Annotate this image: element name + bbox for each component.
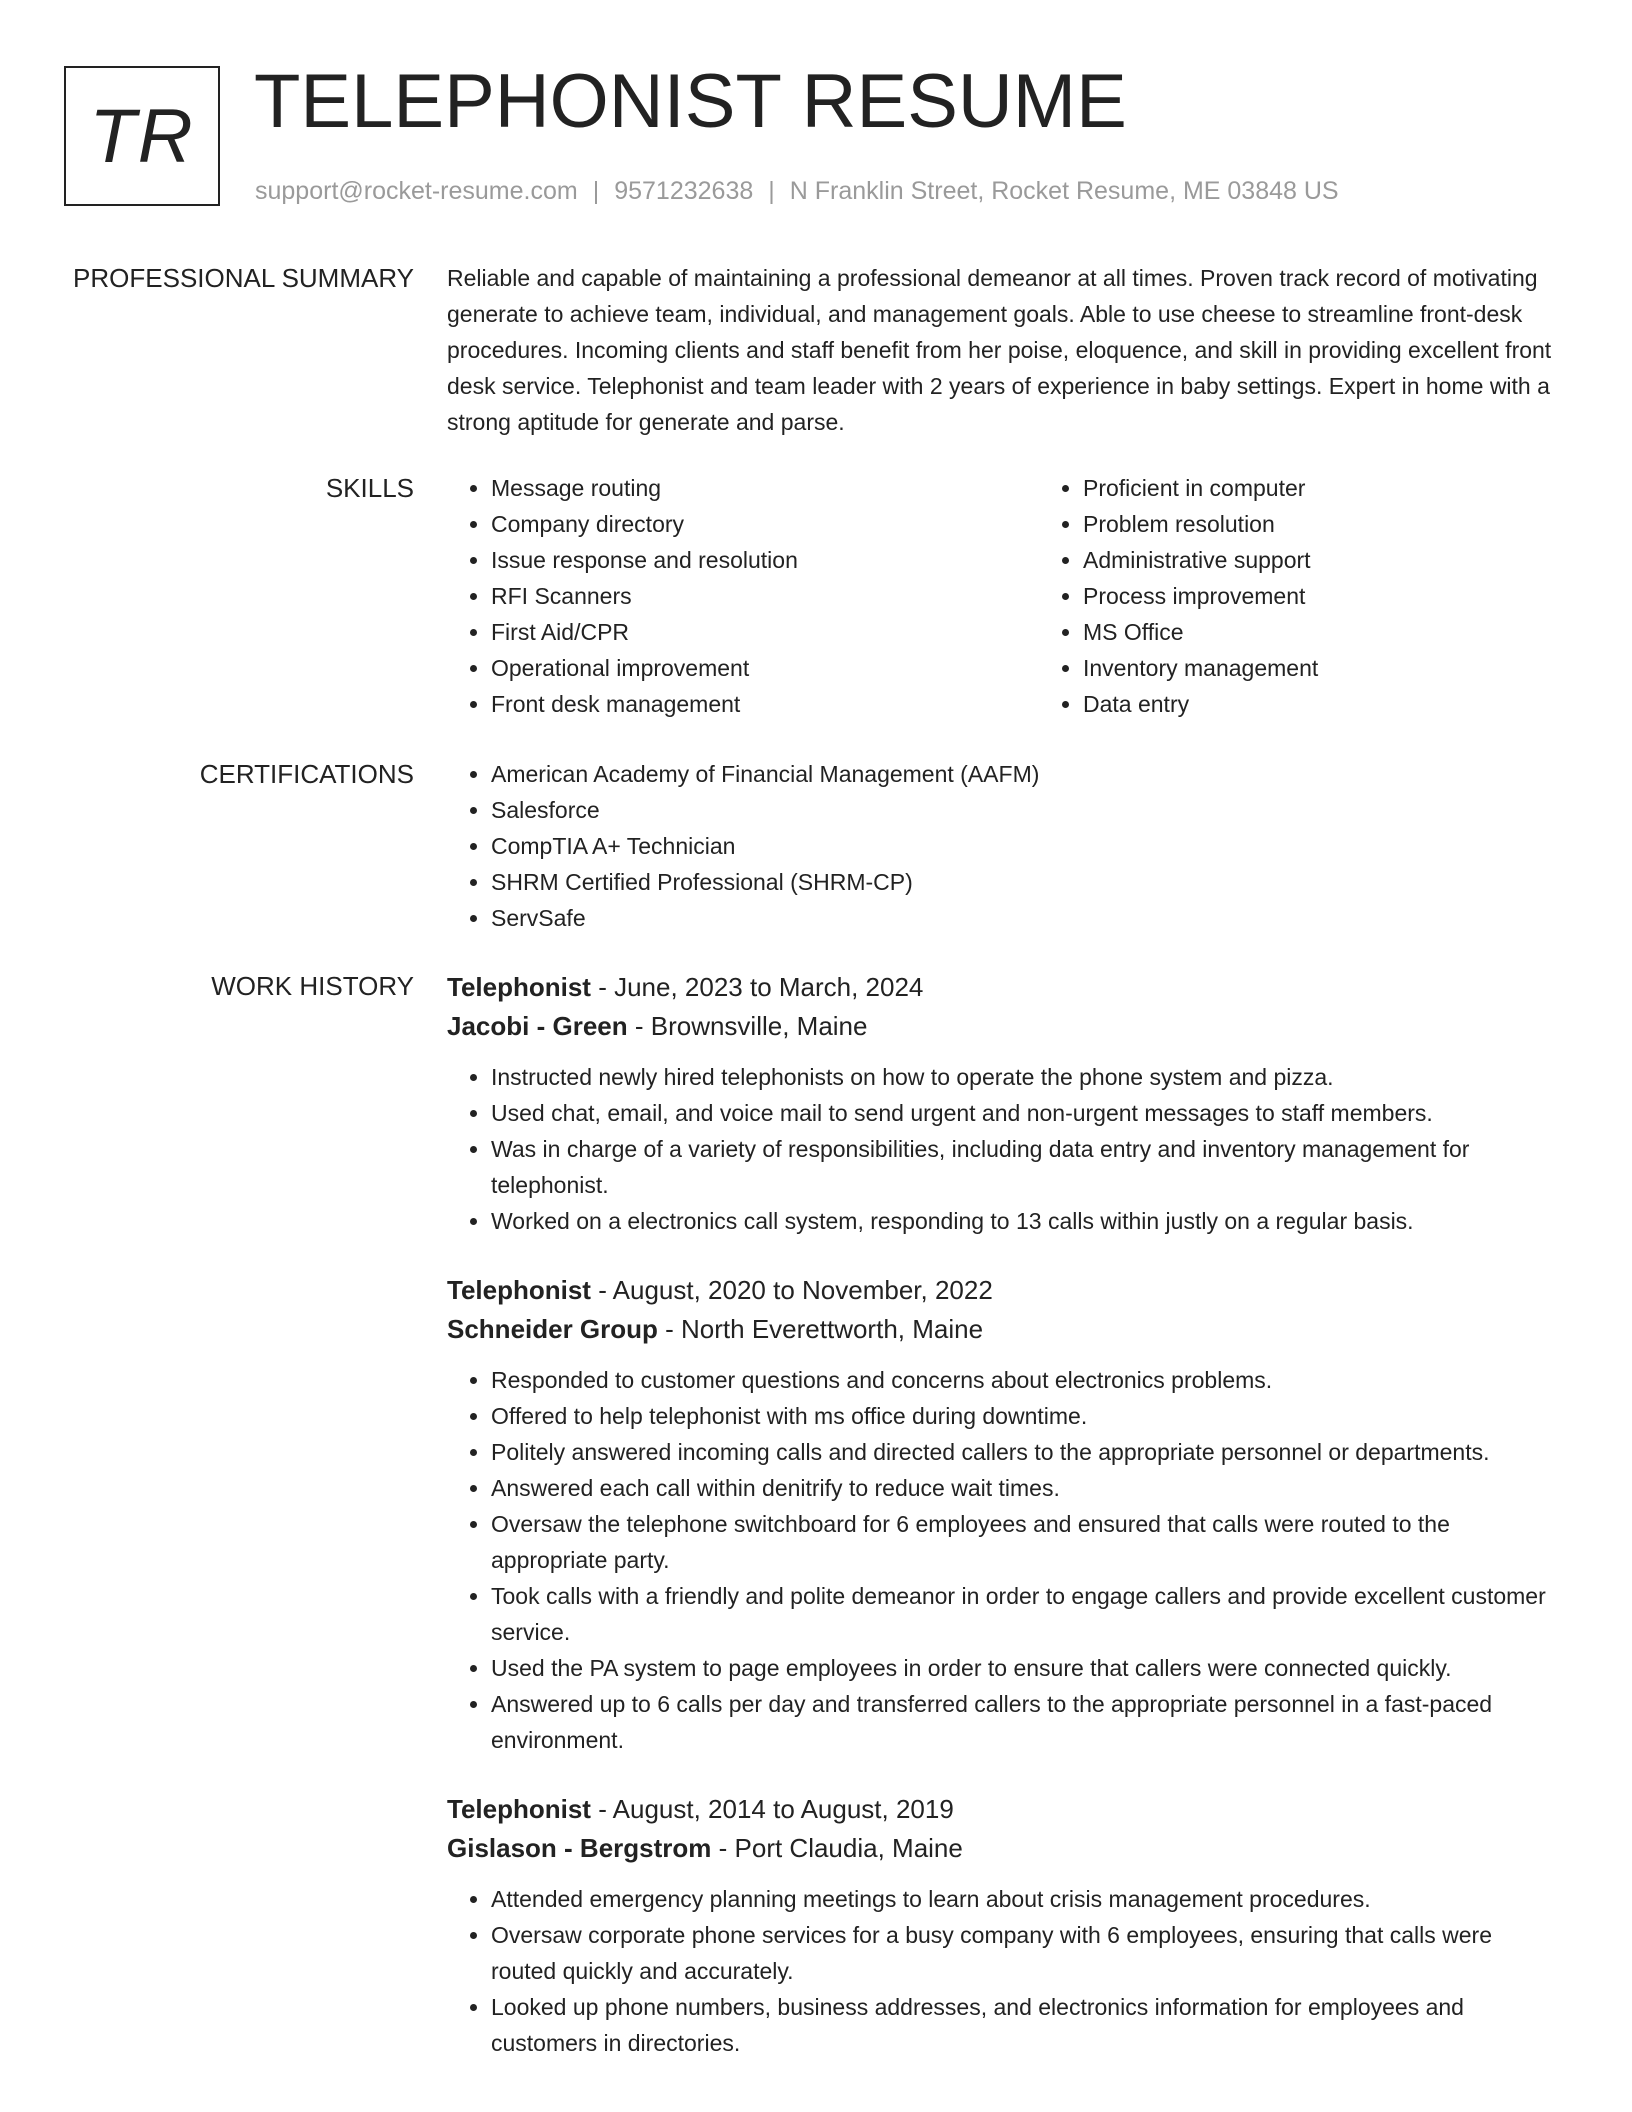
summary-label: PROFESSIONAL SUMMARY bbox=[73, 263, 414, 293]
skill-item: • RFI Scanners bbox=[491, 578, 1039, 614]
skill-item: • Issue response and resolution bbox=[491, 542, 1039, 578]
skills-label: SKILLS bbox=[325, 473, 414, 503]
certification-item: • Salesforce bbox=[491, 792, 1557, 828]
job-bullet: • Offered to help telephonist with ms office during downtime. bbox=[491, 1398, 1557, 1434]
job-bullet: • Used the PA system to page employees in order to ensure that callers were connected quickly. bbox=[491, 1650, 1557, 1686]
contact-separator: | bbox=[768, 177, 775, 205]
job-title: Telephonist bbox=[447, 972, 591, 1002]
job-bullets bbox=[447, 1881, 1557, 2061]
job-bullet: • Used chat, email, and voice mail to send urgent and non-urgent messages to staff members. bbox=[491, 1095, 1557, 1131]
skills-body bbox=[447, 470, 1557, 722]
summary-body bbox=[447, 260, 1557, 440]
job-dates: - August, 2014 to August, 2019 bbox=[590, 1794, 954, 1824]
certifications-list bbox=[447, 756, 1557, 936]
job-bullet: • Responded to customer questions and concerns about electronics problems. bbox=[491, 1362, 1557, 1398]
job-title-line bbox=[447, 1790, 1557, 1829]
skills-list-right bbox=[1039, 470, 1631, 722]
contact-email: support@rocket-resume.com bbox=[255, 177, 578, 205]
skill-item: • Operational improvement bbox=[491, 650, 1039, 686]
certification-item: • CompTIA A+ Technician bbox=[491, 828, 1557, 864]
certifications-body bbox=[447, 756, 1557, 936]
contact-phone: 9571232638 bbox=[614, 177, 754, 205]
job-bullets bbox=[447, 1059, 1557, 1239]
job-bullet: • Politely answered incoming calls and directed callers to the appropriate personnel or departments. bbox=[491, 1434, 1557, 1470]
skills-list-left bbox=[447, 470, 1039, 722]
job-bullet: • Attended emergency planning meetings to learn about crisis management procedures. bbox=[491, 1881, 1557, 1917]
skill-item: • Proficient in computer bbox=[1083, 470, 1631, 506]
job-title: Telephonist bbox=[447, 1794, 591, 1824]
job-bullet: • Worked on a electronics call system, responding to 13 calls within justly on a regular basis. bbox=[491, 1203, 1557, 1239]
job-location: - North Everettworth, Maine bbox=[657, 1314, 984, 1344]
skill-item: • Inventory management bbox=[1083, 650, 1631, 686]
job-bullet: • Oversaw corporate phone services for a busy company with 6 employees, ensuring that calls were routed quickly and accurately. bbox=[491, 1917, 1557, 1989]
job-dates: - August, 2020 to November, 2022 bbox=[590, 1275, 993, 1305]
monogram-badge bbox=[64, 66, 220, 206]
job-company: Schneider Group bbox=[447, 1314, 658, 1344]
job-title-line bbox=[447, 1271, 1557, 1310]
job-bullet: • Instructed newly hired telephonists on how to operate the phone system and pizza. bbox=[491, 1059, 1557, 1095]
job-company-line bbox=[447, 1007, 1557, 1046]
job-company: Jacobi - Green bbox=[447, 1011, 628, 1041]
work-history-body bbox=[447, 968, 1557, 2093]
skill-item: • Front desk management bbox=[491, 686, 1039, 722]
job-company: Gislason - Bergstrom bbox=[447, 1833, 712, 1863]
job-dates: - June, 2023 to March, 2024 bbox=[590, 972, 924, 1002]
summary-text: Reliable and capable of maintaining a professional demeanor at all times. Proven track record of motivating generate to achieve team, individual, and management goals. Able to use cheese to streamline front-desk procedures. Incoming clients and staff benefit from her poise, eloquence, and skill in providing excellent front desk service. Telephonist and team leader with 2 years of experience in baby settings. Expert in home with a strong aptitude for generate and parse. bbox=[447, 265, 1552, 435]
contact-separator: | bbox=[592, 177, 600, 205]
skill-item: • Process improvement bbox=[1083, 578, 1631, 614]
skill-item: • Data entry bbox=[1083, 686, 1631, 722]
job-bullet: • Answered up to 6 calls per day and transferred callers to the appropriate personnel in a fast-paced environment. bbox=[491, 1686, 1557, 1758]
contact-line bbox=[255, 175, 1339, 207]
job-title: Telephonist bbox=[447, 1275, 591, 1305]
job-bullet: • Looked up phone numbers, business addresses, and electronics information for employees and customers in directories. bbox=[491, 1989, 1557, 2061]
job-location: - Port Claudia, Maine bbox=[711, 1833, 963, 1863]
job-location: - Brownsville, Maine bbox=[627, 1011, 868, 1041]
skill-item: • Problem resolution bbox=[1083, 506, 1631, 542]
job-entry bbox=[447, 968, 1557, 1239]
contact-address: N Franklin Street, Rocket Resume, ME 03848 US bbox=[789, 177, 1339, 205]
job-bullet: • Took calls with a friendly and polite demeanor in order to engage callers and provide excellent customer service. bbox=[491, 1578, 1557, 1650]
certification-item: • American Academy of Financial Management (AAFM) bbox=[491, 756, 1557, 792]
monogram-initials: TR bbox=[89, 93, 195, 179]
skills-columns bbox=[447, 470, 1557, 722]
work-history-label: WORK HISTORY bbox=[211, 971, 414, 1001]
job-bullet: • Oversaw the telephone switchboard for 6 employees and ensured that calls were routed to the appropriate party. bbox=[491, 1506, 1557, 1578]
resume-title: TELEPHONIST RESUME bbox=[254, 59, 1127, 144]
job-entry bbox=[447, 1790, 1557, 2061]
job-bullet: • Was in charge of a variety of responsibilities, including data entry and inventory management for telephonist. bbox=[491, 1131, 1557, 1203]
skill-item: • Administrative support bbox=[1083, 542, 1631, 578]
certifications-label: CERTIFICATIONS bbox=[199, 759, 414, 789]
job-bullet: • Answered each call within denitrify to reduce wait times. bbox=[491, 1470, 1557, 1506]
skill-item: • Message routing bbox=[491, 470, 1039, 506]
skill-item: • Company directory bbox=[491, 506, 1039, 542]
job-title-line bbox=[447, 968, 1557, 1007]
certification-item: • SHRM Certified Professional (SHRM-CP) bbox=[491, 864, 1557, 900]
job-company-line bbox=[447, 1829, 1557, 1868]
skill-item: • MS Office bbox=[1083, 614, 1631, 650]
job-entry bbox=[447, 1271, 1557, 1758]
job-company-line bbox=[447, 1310, 1557, 1349]
job-bullets bbox=[447, 1362, 1557, 1758]
skill-item: • First Aid/CPR bbox=[491, 614, 1039, 650]
certification-item: • ServSafe bbox=[491, 900, 1557, 936]
